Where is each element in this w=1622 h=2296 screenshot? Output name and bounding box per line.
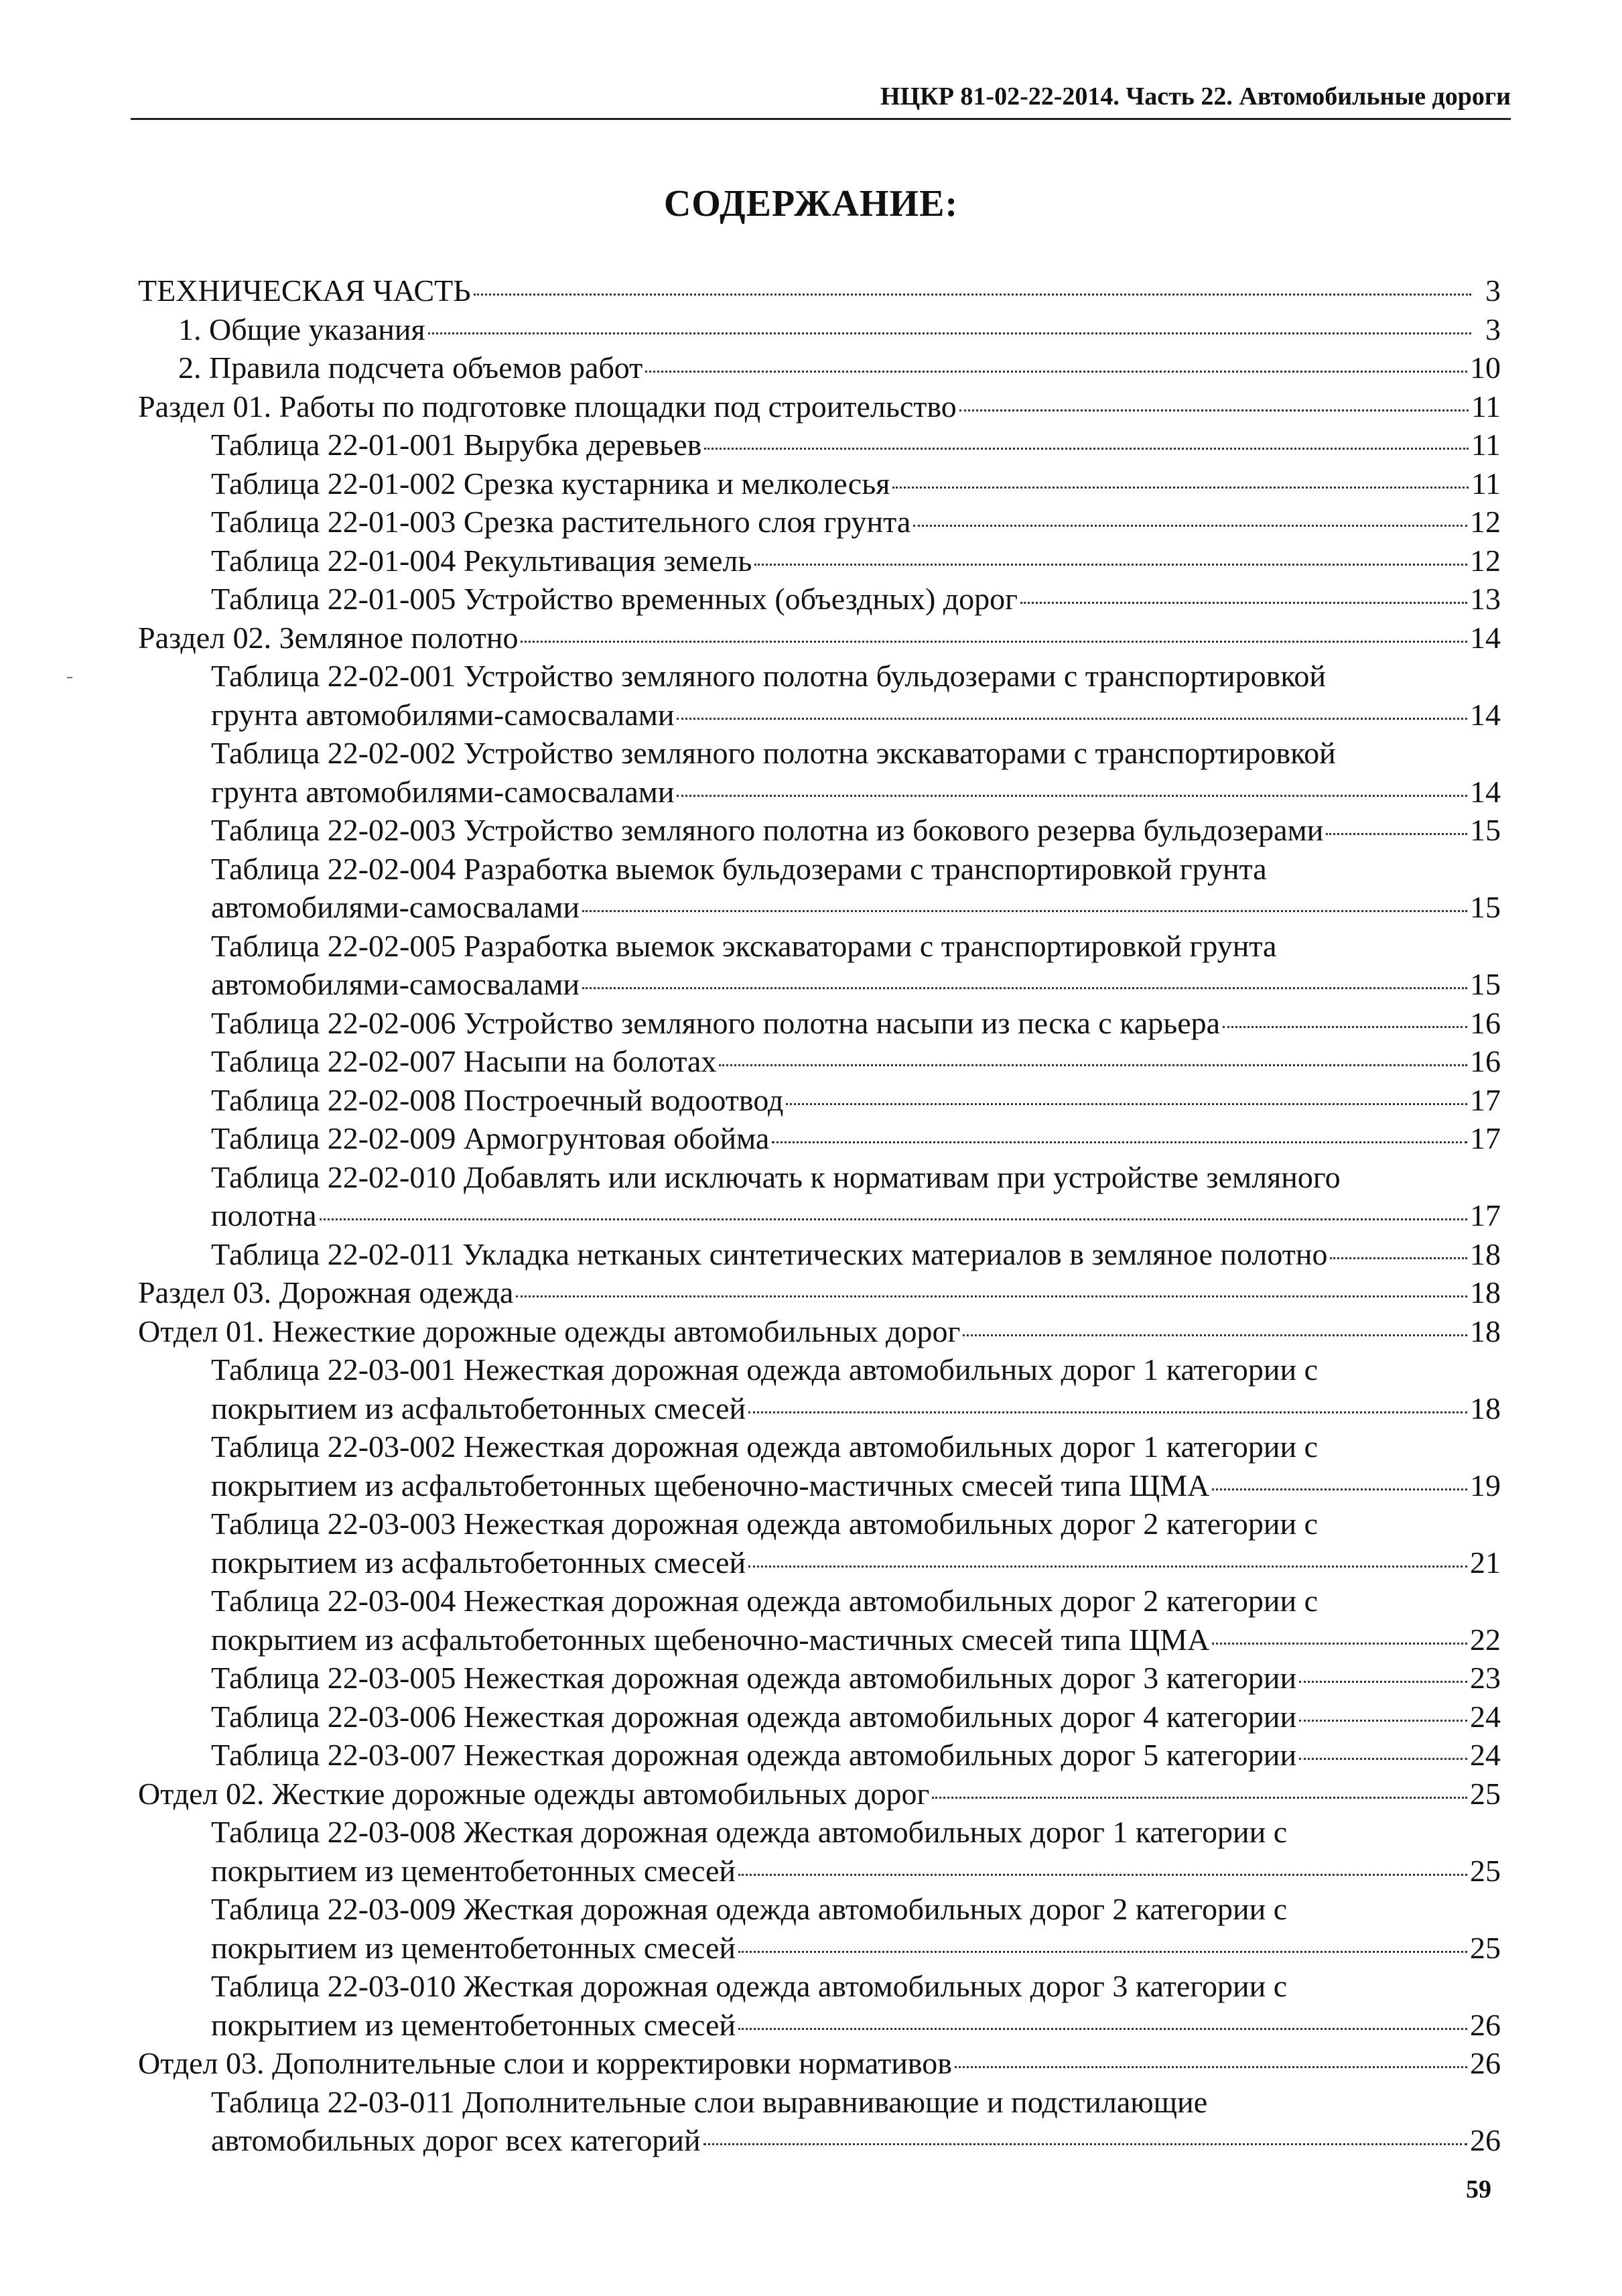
scan-artifact [67, 677, 72, 678]
toc-page-number: 15 [1470, 813, 1501, 847]
dot-leader [738, 1951, 1467, 1953]
toc-entry-title: Таблица 22-02-011 Укладка нетканых синтетических материалов в земляное полотно [211, 1236, 1328, 1271]
toc-entry[interactable] [138, 464, 1501, 503]
dot-leader [645, 371, 1467, 373]
running-header: НЦКР 81-02-22-2014. Часть 22. Автомобильные дороги [880, 82, 1511, 111]
toc-page-number: 26 [1470, 2007, 1501, 2042]
toc-entry-title: автомобилями-самосвалами [211, 890, 580, 924]
toc-entry-title: покрытием из асфальтобетонных смесей [211, 1391, 746, 1425]
dot-leader [1299, 1720, 1467, 1722]
toc-entry-title: Раздел 02. Земляное полотно [138, 620, 519, 655]
toc-entry[interactable] [138, 1813, 1501, 1890]
toc-page-number: 18 [1470, 1391, 1501, 1425]
dot-leader [1212, 1643, 1467, 1645]
toc-entry[interactable] [138, 541, 1501, 580]
toc-entry[interactable] [138, 1158, 1501, 1235]
toc-entry-title: 2. Правила подсчета объемов работ [178, 350, 643, 385]
toc-page-number: 15 [1470, 967, 1501, 1001]
toc-entry-title-line: Таблица 22-03-010 Жесткая дорожная одежда автомобильных дорог 3 категории с [211, 1969, 1288, 2003]
dot-leader [677, 795, 1467, 797]
toc-entry-title: Раздел 01. Работы по подготовке площадки под строительство [138, 389, 957, 424]
toc-page-number: 11 [1471, 389, 1501, 424]
toc-entry-title: Таблица 22-01-003 Срезка растительного слоя грунта [211, 505, 911, 539]
toc-entry[interactable] [138, 1582, 1501, 1659]
toc-page-number: 18 [1470, 1314, 1501, 1348]
toc-page-number: 26 [1470, 2046, 1501, 2080]
toc-entry-title-line: Таблица 22-03-009 Жесткая дорожная одежда автомобильных дорог 2 категории с [211, 1892, 1288, 1926]
toc-entry-title: грунта автомобилями-самосвалами [211, 774, 675, 809]
dot-leader [703, 2143, 1467, 2145]
toc-page-number: 26 [1470, 2123, 1501, 2157]
toc-page-number: 10 [1470, 350, 1501, 385]
toc-entry[interactable] [138, 503, 1501, 541]
toc-page-number: 3 [1485, 312, 1501, 346]
toc-entry-title-line: Таблица 22-03-001 Нежесткая дорожная одежда автомобильных дорог 1 категории с [211, 1352, 1319, 1387]
toc-entry-title-line: Таблица 22-02-002 Устройство земляного полотна экскаваторами с транспортировкой [211, 736, 1336, 770]
dot-leader [932, 1797, 1467, 1799]
toc-entry[interactable] [138, 1698, 1501, 1736]
toc-entry[interactable] [138, 850, 1501, 927]
toc-entry-title: 1. Общие указания [178, 312, 425, 346]
dot-leader [320, 1218, 1468, 1220]
toc-entry-title: Таблица 22-02-003 Устройство земляного полотна из бокового резерва бульдозерами [211, 813, 1324, 847]
toc-entry[interactable] [138, 1235, 1501, 1274]
toc-entry-title-line: Таблица 22-02-001 Устройство земляного полотна бульдозерами с транспортировкой [211, 659, 1326, 693]
dot-leader [677, 718, 1467, 720]
dot-leader [955, 2066, 1467, 2068]
toc-entry[interactable] [138, 271, 1501, 310]
toc-entry-title-line: Таблица 22-02-010 Добавлять или исключать к нормативам при устройстве земляного [211, 1159, 1341, 1194]
toc-entry-title: покрытием из цементобетонных смесей [211, 2007, 736, 2042]
toc-entry[interactable] [138, 734, 1501, 811]
toc-entry[interactable] [138, 1736, 1501, 1775]
toc-entry-title: автомобилями-самосвалами [211, 967, 580, 1001]
dot-leader [754, 564, 1467, 566]
dot-leader [582, 987, 1467, 989]
toc-page-number: 24 [1470, 1699, 1501, 1734]
toc-entry[interactable] [138, 348, 1501, 387]
toc-page-number: 22 [1470, 1622, 1501, 1657]
toc-page-number: 18 [1470, 1236, 1501, 1271]
toc-entry[interactable] [138, 619, 1501, 657]
dot-leader [786, 1103, 1467, 1105]
dot-leader [738, 1874, 1467, 1876]
dot-leader [748, 1566, 1467, 1568]
dot-leader [892, 487, 1468, 489]
toc-page-number: 16 [1470, 1005, 1501, 1040]
toc-entry-title: Отдел 03. Дополнительные слои и корректировки нормативов [138, 2046, 952, 2080]
dot-leader [913, 525, 1467, 527]
toc-page-number: 12 [1470, 505, 1501, 539]
toc-page-number: 17 [1470, 1198, 1501, 1232]
toc-entry-title: полотна [211, 1198, 317, 1232]
dot-leader [1212, 1488, 1467, 1490]
toc-entry-title: Таблица 22-02-007 Насыпи на болотах [211, 1044, 717, 1078]
toc-entry-title: покрытием из асфальтобетонных щебеночно-мастичных смесей типа ЩМА [211, 1622, 1210, 1657]
dot-leader [704, 448, 1468, 450]
toc-entry[interactable] [138, 1890, 1501, 1967]
toc-entry-title-line: Таблица 22-02-004 Разработка выемок бульдозерами с транспортировкой грунта [211, 851, 1267, 886]
toc-page-number: 25 [1470, 1853, 1501, 1888]
toc-entry[interactable] [138, 1967, 1501, 2044]
toc-entry-title: Таблица 22-01-005 Устройство временных (объездных) дорог [211, 582, 1018, 616]
toc-page-number: 11 [1471, 466, 1501, 501]
dot-leader [748, 1411, 1467, 1413]
toc-entry-title-line: Таблица 22-03-002 Нежесткая дорожная одежда автомобильных дорог 1 категории с [211, 1429, 1319, 1464]
toc-entry-title: Таблица 22-03-005 Нежесткая дорожная одежда автомобильных дорог 3 категории [211, 1661, 1297, 1695]
toc-entry-title: Таблица 22-03-007 Нежесткая дорожная одежда автомобильных дорог 5 категории [211, 1738, 1297, 1772]
toc-page-number: 3 [1485, 273, 1501, 308]
dot-leader [1299, 1758, 1467, 1760]
toc-entry[interactable] [138, 387, 1501, 426]
toc-entry[interactable] [138, 1273, 1501, 1312]
toc-page-number: 23 [1470, 1661, 1501, 1695]
dot-leader [582, 910, 1467, 912]
dot-leader [772, 1141, 1467, 1143]
dot-leader [474, 294, 1471, 296]
toc-page-number: 14 [1470, 697, 1501, 732]
toc-entry[interactable] [138, 1119, 1501, 1158]
page-title: СОДЕРЖАНИЕ: [663, 183, 959, 225]
toc-entry-title-line: Таблица 22-02-005 Разработка выемок экскаваторами с транспортировкой грунта [211, 928, 1277, 963]
dot-leader [719, 1064, 1467, 1066]
toc-entry[interactable] [138, 310, 1501, 349]
dot-leader [959, 409, 1469, 411]
toc-entry[interactable] [138, 927, 1501, 1004]
toc-entry-title: Таблица 22-02-008 Построечный водоотвод [211, 1082, 784, 1117]
toc-page-number: 12 [1470, 543, 1501, 578]
dot-leader [428, 332, 1471, 334]
dot-leader [1223, 1026, 1467, 1028]
toc-entry[interactable] [138, 1505, 1501, 1582]
header-rule [131, 118, 1511, 120]
toc-entry-title: грунта автомобилями-самосвалами [211, 697, 675, 732]
toc-entry[interactable] [138, 580, 1501, 619]
toc-entry-title-line: Таблица 22-03-004 Нежесткая дорожная одежда автомобильных дорог 2 категории с [211, 1584, 1319, 1618]
toc-page-number: 24 [1470, 1738, 1501, 1772]
toc-entry-title-line: Таблица 22-03-011 Дополнительные слои выравнивающие и подстилающие [211, 2084, 1208, 2119]
toc-entry-title: покрытием из асфальтобетонных смесей [211, 1545, 746, 1580]
toc-entry-title: Таблица 22-02-006 Устройство земляного полотна насыпи из песка с карьера [211, 1005, 1221, 1040]
toc-page-number: 16 [1470, 1044, 1501, 1078]
toc-entry[interactable] [138, 1350, 1501, 1427]
toc-entry[interactable] [138, 657, 1501, 734]
toc-entry-title: покрытием из цементобетонных смесей [211, 1853, 736, 1888]
page-number: 59 [1466, 2175, 1491, 2204]
toc-entry-title: Раздел 03. Дорожная одежда [138, 1275, 514, 1310]
toc-entry[interactable] [138, 1042, 1501, 1081]
dot-leader [1330, 1257, 1467, 1259]
toc-entry-title: ТЕХНИЧЕСКАЯ ЧАСТЬ [138, 273, 471, 308]
dot-leader [1326, 833, 1467, 835]
toc-page-number: 18 [1470, 1275, 1501, 1310]
toc-entry-title-line: Таблица 22-03-008 Жесткая дорожная одежда автомобильных дорог 1 категории с [211, 1815, 1288, 1849]
toc-entry[interactable] [138, 426, 1501, 464]
toc-page-number: 14 [1470, 774, 1501, 809]
dot-leader [963, 1334, 1467, 1336]
toc-entry-title: Таблица 22-01-004 Рекультивация земель [211, 543, 752, 578]
toc-page-number: 14 [1470, 620, 1501, 655]
toc-entry-title-line: Таблица 22-03-003 Нежесткая дорожная одежда автомобильных дорог 2 категории с [211, 1507, 1319, 1541]
table-of-contents [138, 271, 1501, 2160]
dot-leader [1299, 1681, 1467, 1683]
toc-entry[interactable] [138, 1081, 1501, 1120]
toc-entry-title: покрытием из цементобетонных смесей [211, 1930, 736, 1965]
toc-entry-title: Отдел 02. Жесткие дорожные одежды автомобильных дорог [138, 1776, 930, 1811]
toc-entry-title: Таблица 22-03-006 Нежесткая дорожная одежда автомобильных дорог 4 категории [211, 1699, 1297, 1734]
toc-page-number: 17 [1470, 1082, 1501, 1117]
toc-entry-title: Таблица 22-01-002 Срезка кустарника и мелколесья [211, 466, 890, 501]
dot-leader [1020, 602, 1467, 604]
toc-page-number: 15 [1470, 890, 1501, 924]
dot-leader [516, 1295, 1467, 1297]
dot-leader [521, 641, 1467, 643]
toc-entry[interactable] [138, 1427, 1501, 1505]
toc-page-number: 13 [1470, 582, 1501, 616]
toc-entry[interactable] [138, 1775, 1501, 1813]
toc-entry[interactable] [138, 2044, 1501, 2083]
toc-entry-title: покрытием из асфальтобетонных щебеночно-мастичных смесей типа ЩМА [211, 1468, 1210, 1503]
toc-entry[interactable] [138, 1004, 1501, 1043]
toc-page-number: 19 [1470, 1468, 1501, 1503]
toc-page-number: 11 [1471, 428, 1501, 462]
toc-entry-title: Отдел 01. Нежесткие дорожные одежды автомобильных дорог [138, 1314, 961, 1348]
toc-entry-title: Таблица 22-01-001 Вырубка деревьев [211, 428, 702, 462]
dot-leader [738, 2028, 1467, 2030]
toc-entry[interactable] [138, 1312, 1501, 1351]
toc-entry-title: автомобильных дорог всех категорий [211, 2123, 701, 2157]
toc-page-number: 25 [1470, 1776, 1501, 1811]
toc-page-number: 25 [1470, 1930, 1501, 1965]
toc-entry[interactable] [138, 1659, 1501, 1698]
toc-entry[interactable] [138, 2083, 1501, 2160]
toc-entry-title: Таблица 22-02-009 Армогрунтовая обойма [211, 1121, 770, 1155]
toc-entry[interactable] [138, 811, 1501, 850]
toc-page-number: 21 [1470, 1545, 1501, 1580]
toc-page-number: 17 [1470, 1121, 1501, 1155]
